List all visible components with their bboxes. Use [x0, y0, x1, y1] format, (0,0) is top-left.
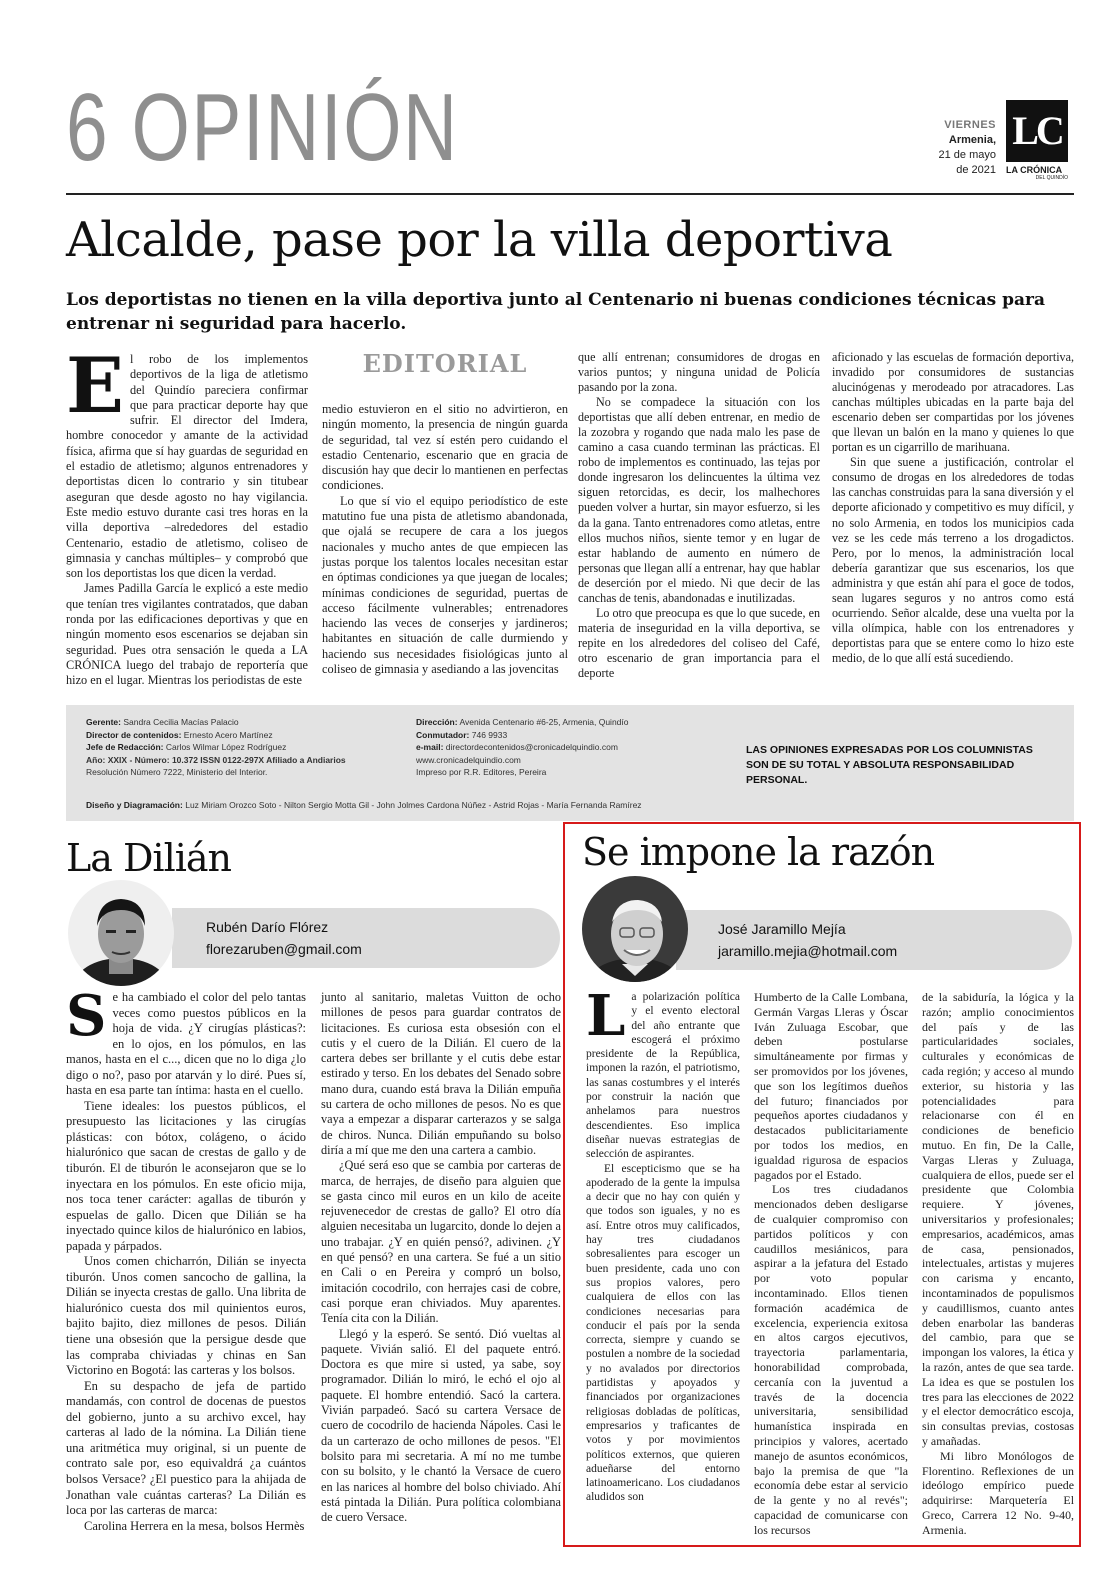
- paragraph: Unos comen chicharrón, Dilián se inyecta tiburón. Unos comen sancocho de gallina, la Dilián se inyecta crestas de gallo. Una librita de hialurónico cuesta dos mil quinientos euros, bajito bajito, diez millones de pesos. Dilián tiene una obsesión que la persigue desde que las compraba chiviadas y chinas en San Victorino en Bogotá: las carteras y los bolsos.: [66, 1254, 306, 1378]
- label: Jefe de Redacción:: [86, 742, 164, 752]
- paragraph: Mi libro Monólogos de Florentino. Reflexiones de un ideólogo empírico puede adquirirse: Marquetería El Greco, Carrera 12 No. 9-40, Armenia.: [922, 1448, 1074, 1537]
- label: Diseño y Diagramación:: [86, 800, 183, 810]
- value: Ernesto Acero Martínez: [183, 729, 273, 740]
- highlight-frame: [563, 822, 1081, 1547]
- column-title-right: Se impone la razón: [582, 830, 935, 874]
- label: Gerente:: [86, 717, 121, 727]
- editorial-label: EDITORIAL: [362, 349, 528, 378]
- resolution: Resolución Número 7222, Ministerio del Interior.: [86, 767, 268, 777]
- paragraph: que allí entrenan; consumidores de drogas en varios puntos; y ninguna unidad de Policía pasando por la zona.: [578, 350, 820, 395]
- staff-credits: [86, 716, 346, 779]
- logo-name: LA CRÓNICA: [1006, 165, 1063, 175]
- editorial-column-2: [322, 402, 568, 677]
- label: Dirección:: [416, 717, 458, 727]
- paragraph: En su despacho de jefa de partido mandamás, con control de docenas de puestos del gobierno, junto a su archivo excel, hay carteras al lado de la nómina. La Dilián tiene una aritmética muy original, si un puente de contrato sale por, eso equivaldrá ¿a cuántos bolsos Versace? ¿El puestico para la ahijada de Jonathan vale cuántas carteras? La Dilián es loca por las carteras de marca:: [66, 1378, 306, 1518]
- newspaper-logo: [1006, 100, 1076, 180]
- email-link[interactable]: directordecontenidos@cronicadelquindio.com: [445, 742, 618, 752]
- paragraph: Lo otro que preocupa es que lo que sucede, en materia de inseguridad en la villa deportiva, se repite en los alrededores del coliseo del Café, otro escenario de gran importancia para el deporte: [578, 605, 820, 680]
- label: Director de contenidos:: [86, 729, 182, 740]
- paragraph: de la sabiduría, la lógica y la razón; amplio conocimientos del país y de las particularidades sociales, culturales y económicas de cada región; y acceso al mundo exterior, su historia y las potencialidades para relacionarse con él en condiciones de beneficio mutuo. En fin, De la Calle, Vargas Lleras y Zuluaga, cualquiera de ellos, puede ser el presidente que Colombia requiere. Y jóvenes, universitarios y profesionales; empresarios, académicos, amas de casa, pensionados, intelectuales, artistas y mujeres con carisma y encanto, incontaminados de populismos y caudillismos, cuanto antes deben enarbolar las banderas del cambio, para que se impongan los valores, la ética y la razón, antes de que sea tarde. La idea es que se postulen los tres para las elecciones de 2022 y el elector democrático escoja, sin consultas previas, costosas y amañadas.: [922, 990, 1074, 1448]
- author-photo-left: [68, 880, 174, 986]
- editorial-column-1: [66, 341, 308, 689]
- author-name: Rubén Darío Flórez: [206, 919, 329, 935]
- editorial-column-3: [578, 350, 820, 681]
- paragraph: El escepticismo que se ha apoderado de la gente la impulsa a decir que no hay con quién y que todos son iguales, y no es así. Entre otros muy calificados, hay tres ciudadanos sobresalientes para escoger un buen presidente, cada uno con sus propios valores, pero cualquiera de ellos con las condiciones necesarias para conducir el país por la senda correcta, siempre y cuando se postulen a nombre de la sociedad y no avalados por directorios partidistas y apoyados y financiados por organizaciones religiosas dobladas de políticas, empresarios y traficantes de votos y por movimientos políticos externos, que quieren adueñarse del entorno latinoamericano. Los ciudadanos aludidos son: [586, 1162, 740, 1504]
- author-email[interactable]: florezaruben@gmail.com: [206, 941, 362, 957]
- paragraph: Humberto de la Calle Lombana, Germán Vargas Lleras y Óscar Iván Zuluaga Escobar, que deben postularse simultáneamente por firmas y ser promovidos por los jóvenes, que son los legítimos dueños del futuro; financiados por pequeños aportes ciudadanos y destacados publicitariamente por todos los medios, en igualdad rigurosa de espacios pagados por el Estado.: [754, 990, 908, 1182]
- masthead-rule: [66, 193, 1074, 195]
- byline-left: [172, 908, 560, 968]
- label: e-mail:: [416, 742, 444, 752]
- paragraph: Carolina Herrera en la mesa, bolsos Hermès: [84, 1518, 305, 1533]
- author-name: José Jaramillo Mejía: [718, 921, 846, 937]
- weekday: VIERNES: [944, 119, 996, 131]
- website-link[interactable]: www.cronicadelquindio.com: [416, 754, 521, 765]
- issue-line: Año: XXIX - Número: 10.372 ISSN 0122-297X Afiliado a Andiarios: [86, 754, 346, 765]
- value: Carlos Wilmar López Rodríguez: [165, 742, 287, 752]
- paragraph: Los tres ciudadanos mencionados deben desligarse de cualquier compromiso con partidos políticos y con caudillos mesiánicos, para aspirar a la jefatura del Estado por voto popular incontaminado. Ellos tienen formación académica de excelencia, experiencia exitosa en altos cargos ejecutivos, trayectoria parlamentaria, honorabilidad comprobada, cercanía con la juventud a través de la docencia universitaria, sensibilidad humanística inspirada en principios y valores, acertado manejo de asuntos económicos, bajo la premisa de que "la economía debe estar al servicio de la gente y no al revés"; capacidad de comunicarse con los recursos: [754, 1182, 908, 1537]
- paragraph: Tiene ideales: los puestos públicos, el presupuesto las licitaciones y las cirugías plásticas: con bótox, colágeno, o ácido hialurónico que sacan de crestas de gallo y de tiburón. El de tiburón le aconsejaron que se lo inyectara en los pómulos. En este oficio mija, nos toca tener carácter: agallas de tiburón y espuelas de gallo. Dicen que Dilián se ha inyectado quince kilos de hialurónico en labios, papada y párpados.: [66, 1098, 306, 1253]
- paragraph: e ha cambiado el color del pelo tantas veces como puestos públicos en la hoja de vida. ¿Y cirugías plásticas?: en lo ojos, en los pómulos, en las manos, hasta en el c..., dicen que no lo diga ¿lo digo o no?, paso por atarván y lo diré. Pues sí, hasta en esa parte tan íntima: hasta en el cuello.: [66, 990, 306, 1098]
- value: Avenida Centenario #6-25, Armenia, Quindío: [459, 717, 629, 727]
- paragraph: Sin que suene a justificación, controlar el consumo de drogas en los alrededores de todas las canchas construidas para la sana diversión y el deporte aficionado y competitivo es muy difícil, y no solo Armenia, en todos los municipios cada vez se les cede más terreno a los drogadictos. Pero, por lo menos, la administración local debería garantizar que sus escenarios, los que administra y que están ahí para el goce de todos, sean lugares seguros y no antros como está ocurriendo. Señor alcalde, dese una vuelta por la villa olímpica, hable con los entrenadores y deportistas para que se entere como lo hizo este medio, de lo que allí está sucediendo.: [832, 455, 1074, 665]
- city: Armenia,: [948, 134, 996, 146]
- paragraph: aficionado y las escuelas de formación deportiva, invadido por consumidores de sustancias alucinógenas y merodeado por atracadores. Las canchas múltiples ubicadas en la parte baja del escenario deben ser compartidas por los jóvenes que llevan un balón en la mano y quienes lo que portan es un cigarrillo de marihuana.: [832, 350, 1074, 455]
- column-left-text-1: [66, 983, 306, 1534]
- editorial-dek: Los deportistas no tienen en la villa deportiva junto al Centenario ni buenas condiciones técnicas para entrenar ni seguridad para hacerlo.: [66, 290, 1046, 334]
- paragraph: junto al sanitario, maletas Vuitton de ocho millones de pesos para guardar contratos de licitaciones. Es curiosa esta obsesión con el cutis y el cuero de la Dilián. El cuero de la cartera debes ser brillante y el cutis debe estar estirado y terso. En los debates del Senado sobre mano dura, cuando está brava la Dilián empuña su cartera de ocho millones de pesos. No es que vaya a empezar a disparar carterazos y se salga de chiros. Nunca. Dilián empuñando su bolso diría a mí que me den una cartera a cambio.: [321, 990, 561, 1157]
- design-credits: [86, 799, 642, 812]
- editorial-headline: Alcalde, pase por la villa deportiva: [66, 212, 893, 268]
- value: Luz Miriam Orozco Soto - Nilton Sergio Motta Gil - John Jolmes Cardona Núñez - Astrid Rojas - María Fernanda Ramírez: [185, 800, 642, 810]
- contact-credits: [416, 716, 629, 779]
- printer: Impreso por R.R. Editores, Pereira: [416, 767, 547, 777]
- column-left-dropcap: S: [66, 983, 107, 1049]
- paragraph: ¿Qué será eso que se cambia por carteras de marca, de herrajes, de diseño para alguien que se gasta cinco mil euros en un kilo de aceite rejuvenecedor de crestas de gallo? El otro día alguien necesitaba un lugarcito, donde lo dejen a uno trabajar. ¿Y en quién pensó?, adivinen. ¿Y en qué pensó? en una cartera. Se fué a un sitio en Cali o en Pereira y compró un bolso, imitación cocodrilo, con herrajes casi de cobre, casi porque eran chiviados. Muy aparentes. Tenía cita con la Dilián.: [321, 1158, 561, 1326]
- paragraph: l robo de los implementos deportivos de la liga de atletismo del Quindío pareciera confirmar que para practicar deporte hay que sufrir. El director del Imdera, hombre conocedor y amante de la actividad física, afirma que sí hay guardas de seguridad en el estadio de atletismo; algunos entrenadores y deportistas dicen lo contrario y sin titubear aseguran que desde agosto no hay vigilancia. Este medio estuvo durante casi tres horas en la villa deportiva –alrededores del estadio Centenario, estadio de atletismo, coliseo de gimnasia y canchas múltiples– y comprobó que son los deportistas los que dicen la verdad.: [66, 352, 308, 581]
- column-title-left: La Dilián: [66, 836, 232, 880]
- editorial-dropcap: E: [66, 341, 124, 430]
- section-title: 6 OPINIÓN: [66, 74, 459, 181]
- column-left-text-2: [321, 990, 561, 1525]
- value: Sandra Cecilia Macías Palacio: [123, 717, 239, 727]
- value: 746 9933: [471, 729, 508, 740]
- column-right-dropcap: L: [586, 983, 626, 1049]
- label: Conmutador:: [416, 729, 470, 740]
- author-email[interactable]: jaramillo.mejia@hotmail.com: [718, 943, 898, 959]
- paragraph: James Padilla García le explicó a este medio que tenían tres vigilantes contratados, que daban ronda por las edificaciones deportivas y que en ningún momento esos escenarios se dejaban sin seguridad. Pues otra sensación le queda a LA CRÓNICA luego del trabajo de reportería que hizo en el lugar. Mientras los periodistas de este: [66, 581, 308, 688]
- date-line-2: de 2021: [956, 164, 996, 176]
- editorial-column-4: [832, 350, 1074, 666]
- date-line-1: 21 de mayo: [938, 149, 996, 161]
- paragraph: medio estuvieron en el sitio no advirtieron, en ningún momento, la presencia de ningún guarda de seguridad, tal vez sí estén pero cuidando el estadio Centenario, escenario que en gracia de discusión hay que decir lo mantienen en perfectas condiciones.: [322, 402, 568, 493]
- paragraph: No se compadece la situación con los deportistas que allí deben entrenar, en medio de la zozobra y rogando que nada malo les pase de camino a casa cuando terminan las prácticas. El robo de implementos es continuado, las tejas por donde ingresaron los delincuentes la última vez siguen retorcidas, es decir, los malhechores pueden volver a hurtar, sin mayor esfuerzo, si les da la gana. Tanto entrenadores como atletas, entre ellos muchos niños, siente temor y en lugar de estar hablando de aumento en número de personas que llegan allí a entrenar, hay que hablar de deserción por el miedo. Ni que decir de las canchas de tenis, abandonadas e inutilizadas.: [578, 395, 820, 605]
- paragraph: Lo que sí vio el equipo periodístico de este matutino fue una pista de atletismo abandonada, que ojalá se recupere de cara a los juegos nacionales y mucho antes de que empiecen las justas porque los talentos locales necesitan estar en óptimas condiciones ya que juegan de locales; mínimas condiciones de seguridad, puertas de acceso fácilmente vulnerables; entrenadores haciendo las veces de conserjes y jardineros; habitantes en situación de calle durmiendo y haciendo sus necesidades fisiológicas junto al coliseo de gimnasia y asediando a las jovencitas: [322, 493, 568, 677]
- paragraph: Llegó y la esperó. Se sentó. Dió vueltas al paquete. Vivián salió. El del paquete entró. Doctora es que mire si usted, ya sabe, soy programador. Dilián lo miró, le echó el ojo al paquete. El hombre entendió. Sacó la cartera. Vivián parpadeó. Sacó su cartera Versace de cuero de cocodrilo de hacienda Nápoles. Casi le da un carterazo de ocho millones de pesos. "El bolsito para mi secretaria. A mí no me tumbe con su bolsito, y le chantó la Versace de cuero en las narices al hombre del bolso chiviado. Ahí está pintada la Dilián. Pura política colombiana de cuero Versace.: [321, 1326, 561, 1525]
- logo-subtitle: DEL QUINDÍO: [1035, 175, 1068, 181]
- disclaimer: LAS OPINIONES EXPRESADAS POR LOS COLUMNISTAS SON DE SU TOTAL Y ABSOLUTA RESPONSABILIDAD PERSONAL.: [746, 744, 1033, 786]
- date-block: [920, 118, 996, 178]
- credits-box: [66, 705, 1074, 821]
- paragraph: a polarización política y el evento electoral del año entrante que escogerá el próximo presidente de la República, imponen la razón, el patriotismo, las sanas costumbres y el interés por construir la nación que anhelamos para nuestros descendientes. Eso implica diseñar nuevas estrategias de selección de aspirantes.: [586, 991, 740, 1161]
- logo-mark: LC: [1006, 100, 1068, 162]
